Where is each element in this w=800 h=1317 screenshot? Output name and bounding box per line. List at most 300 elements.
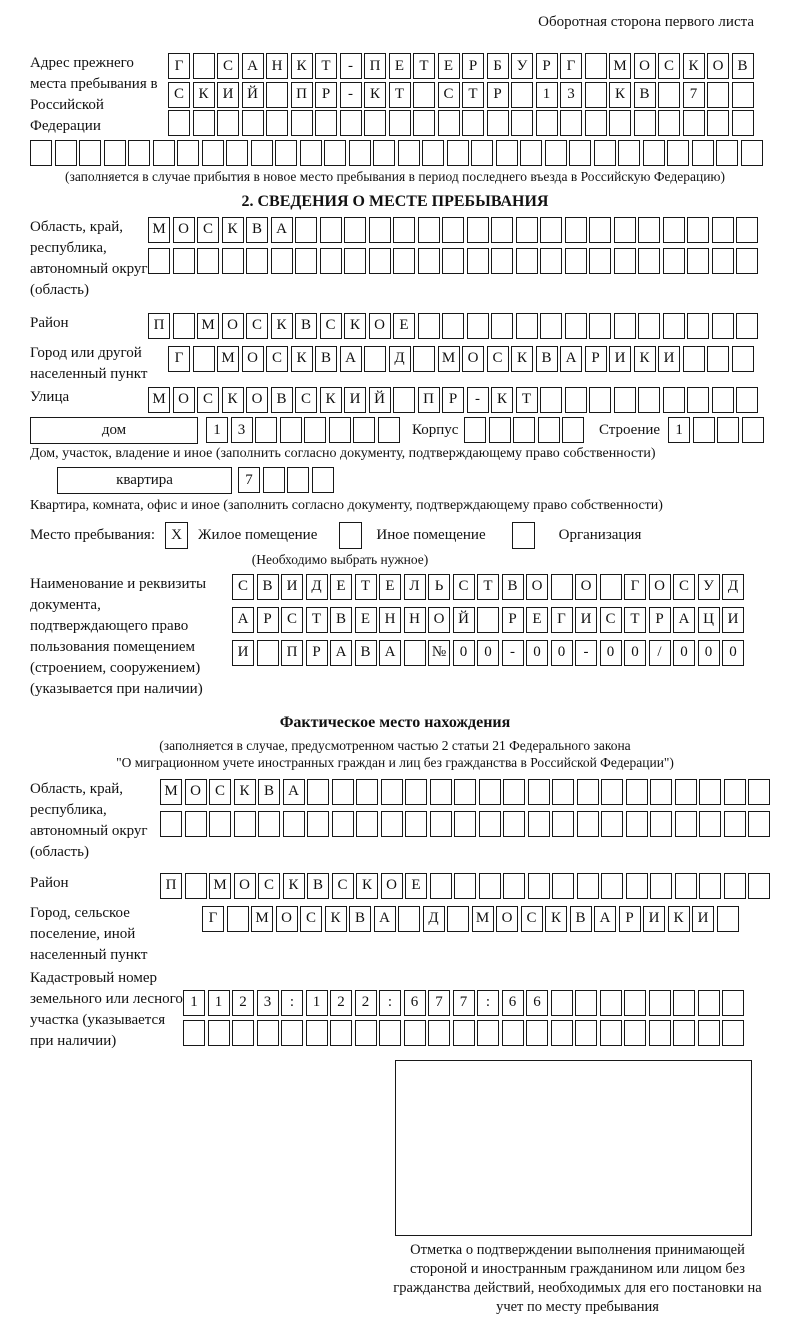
- char-cell: [344, 248, 366, 274]
- char-cell: [379, 1020, 401, 1046]
- char-cell: [491, 248, 513, 274]
- char-cell: [300, 140, 322, 166]
- char-cell: [626, 873, 648, 899]
- confirmation-mark-caption: Отметка о подтверждении выполнения принимающей стороной и иностранным гражданином или лицом без гражданства действий, необходимых для его постановки на учет по месту пребывания: [393, 1241, 762, 1315]
- char-cell: М: [438, 346, 460, 372]
- char-cell: [585, 82, 607, 108]
- char-cell: [295, 217, 317, 243]
- char-cell: В: [295, 313, 317, 339]
- char-cell: М: [609, 53, 631, 79]
- char-cell: О: [369, 313, 391, 339]
- house-cells: [206, 417, 402, 443]
- char-cell: 3: [231, 417, 253, 443]
- char-cell: Н: [266, 53, 288, 79]
- char-cell: [503, 873, 525, 899]
- char-cell: [355, 1020, 377, 1046]
- char-cell: [698, 1020, 720, 1046]
- house-row: [30, 417, 760, 444]
- char-cell: К: [325, 906, 347, 932]
- char-cell: [320, 217, 342, 243]
- actual-city-cells: [202, 906, 741, 932]
- district-label: Район: [30, 314, 69, 331]
- char-cell: [687, 248, 709, 274]
- char-cell: Е: [330, 574, 352, 600]
- char-cell: [462, 110, 484, 136]
- char-cell: И: [575, 607, 597, 633]
- char-cell: [609, 110, 631, 136]
- char-cell: А: [330, 640, 352, 666]
- char-cell: [624, 1020, 646, 1046]
- char-cell: Е: [389, 53, 411, 79]
- char-cell: К: [491, 387, 513, 413]
- char-cell: О: [246, 387, 268, 413]
- char-cell: [291, 110, 313, 136]
- char-cell: Е: [379, 574, 401, 600]
- house-note: Дом, участок, владение и иное (заполнить согласно документу, подтверждающему право собственности): [30, 445, 656, 461]
- char-cell: С: [600, 607, 622, 633]
- char-cell: П: [160, 873, 182, 899]
- char-cell: [712, 248, 734, 274]
- char-cell: [707, 82, 729, 108]
- char-cell: [393, 387, 415, 413]
- char-cell: [257, 640, 279, 666]
- char-cell: Т: [516, 387, 538, 413]
- char-cell: [698, 990, 720, 1016]
- char-cell: А: [374, 906, 396, 932]
- char-cell: [222, 248, 244, 274]
- char-cell: С: [168, 82, 190, 108]
- char-cell: [614, 387, 636, 413]
- char-cell: -: [575, 640, 597, 666]
- char-cell: [673, 1020, 695, 1046]
- char-cell: Р: [257, 607, 279, 633]
- char-cell: [540, 217, 562, 243]
- char-cell: [378, 417, 400, 443]
- char-cell: [430, 779, 452, 805]
- char-cell: 3: [257, 990, 279, 1016]
- char-cell: [699, 779, 721, 805]
- char-cell: [589, 248, 611, 274]
- char-cell: [442, 217, 464, 243]
- char-cell: [683, 346, 705, 372]
- char-cell: [722, 990, 744, 1016]
- prev-address-note: (заполняется в случае прибытия в новое место пребывания в период последнего въезда в Российскую Федерацию): [64, 168, 726, 184]
- char-cell: [373, 140, 395, 166]
- char-cell: [601, 779, 623, 805]
- char-cell: [332, 779, 354, 805]
- char-cell: К: [291, 53, 313, 79]
- char-cell: [464, 417, 486, 443]
- char-cell: [626, 779, 648, 805]
- char-cell: [650, 779, 672, 805]
- char-cell: [442, 313, 464, 339]
- char-cell: [724, 811, 746, 837]
- char-cell: О: [462, 346, 484, 372]
- char-cell: А: [594, 906, 616, 932]
- char-cell: М: [148, 387, 170, 413]
- char-cell: И: [643, 906, 665, 932]
- char-cell: В: [536, 346, 558, 372]
- char-cell: [560, 110, 582, 136]
- char-cell: №: [428, 640, 450, 666]
- char-cell: [577, 779, 599, 805]
- char-cell: /: [649, 640, 671, 666]
- char-cell: И: [722, 607, 744, 633]
- actual-city-label: Город, сельское поселение, иной населенный пункт: [30, 904, 148, 963]
- char-cell: [528, 811, 550, 837]
- char-cell: О: [428, 607, 450, 633]
- char-cell: [418, 248, 440, 274]
- char-cell: [732, 110, 754, 136]
- char-cell: В: [502, 574, 524, 600]
- char-cell: [226, 140, 248, 166]
- char-cell: Й: [453, 607, 475, 633]
- char-cell: Й: [369, 387, 391, 413]
- char-cell: О: [222, 313, 244, 339]
- char-cell: Г: [168, 53, 190, 79]
- char-cell: [614, 217, 636, 243]
- char-cell: -: [340, 53, 362, 79]
- char-cell: П: [418, 387, 440, 413]
- char-cell: О: [649, 574, 671, 600]
- actual-region-row-1: [160, 779, 773, 805]
- char-cell: В: [271, 387, 293, 413]
- char-cell: [732, 82, 754, 108]
- cadastral-block: [30, 968, 760, 1052]
- char-cell: Т: [315, 53, 337, 79]
- char-cell: 7: [453, 990, 475, 1016]
- char-cell: 1: [306, 990, 328, 1016]
- char-cell: [638, 387, 660, 413]
- char-cell: [724, 873, 746, 899]
- char-cell: Р: [487, 82, 509, 108]
- char-cell: [736, 248, 758, 274]
- char-cell: И: [344, 387, 366, 413]
- actual-region-label: Область, край, республика, автономный округ (область): [30, 780, 148, 860]
- char-cell: [209, 811, 231, 837]
- char-cell: А: [379, 640, 401, 666]
- char-cell: А: [283, 779, 305, 805]
- char-cell: И: [609, 346, 631, 372]
- char-cell: [447, 906, 469, 932]
- char-cell: [418, 217, 440, 243]
- char-cell: -: [340, 82, 362, 108]
- char-cell: О: [526, 574, 548, 600]
- char-cell: [467, 313, 489, 339]
- document-label: Наименование и реквизиты документа, подтверждающего право пользования помещением (строением, сооружением) (указывается при наличии): [30, 575, 207, 697]
- char-cell: [600, 990, 622, 1016]
- char-cell: О: [185, 779, 207, 805]
- char-cell: [447, 140, 469, 166]
- char-cell: [742, 417, 764, 443]
- header-note: Оборотная сторона первого листа: [538, 14, 754, 30]
- char-cell: О: [575, 574, 597, 600]
- char-cell: [430, 873, 452, 899]
- char-cell: [626, 811, 648, 837]
- actual-region-row-2: [160, 811, 773, 837]
- char-cell: [503, 811, 525, 837]
- char-cell: [153, 140, 175, 166]
- korpus-cells: [464, 417, 587, 443]
- char-cell: [193, 53, 215, 79]
- char-cell: С: [246, 313, 268, 339]
- char-cell: 0: [551, 640, 573, 666]
- char-cell: Г: [202, 906, 224, 932]
- char-cell: [699, 811, 721, 837]
- city-cells: [168, 346, 756, 372]
- char-cell: [736, 387, 758, 413]
- char-cell: [471, 140, 493, 166]
- char-cell: 0: [453, 640, 475, 666]
- char-cell: Т: [389, 82, 411, 108]
- char-cell: [717, 906, 739, 932]
- char-cell: [675, 779, 697, 805]
- prev-address-block: [30, 53, 760, 137]
- char-cell: Н: [404, 607, 426, 633]
- other-premises-checkbox: [339, 522, 362, 549]
- char-cell: В: [258, 779, 280, 805]
- char-cell: С: [266, 346, 288, 372]
- char-cell: [683, 110, 705, 136]
- char-cell: [304, 417, 326, 443]
- char-cell: [275, 140, 297, 166]
- char-cell: [589, 313, 611, 339]
- char-cell: К: [320, 387, 342, 413]
- char-cell: [600, 1020, 622, 1046]
- char-cell: [663, 387, 685, 413]
- char-cell: [197, 248, 219, 274]
- stay-type-note: (Необходимо выбрать нужное): [251, 551, 429, 567]
- char-cell: И: [658, 346, 680, 372]
- char-cell: О: [242, 346, 264, 372]
- char-cell: [442, 248, 464, 274]
- char-cell: [393, 248, 415, 274]
- char-cell: П: [148, 313, 170, 339]
- char-cell: [687, 387, 709, 413]
- char-cell: [667, 140, 689, 166]
- char-cell: П: [364, 53, 386, 79]
- char-cell: К: [291, 346, 313, 372]
- char-cell: [208, 1020, 230, 1046]
- char-cell: К: [283, 873, 305, 899]
- cadastral-rows: [183, 990, 747, 1046]
- char-cell: С: [217, 53, 239, 79]
- char-cell: [712, 313, 734, 339]
- char-cell: [699, 873, 721, 899]
- char-cell: Р: [502, 607, 524, 633]
- char-cell: [643, 140, 665, 166]
- char-cell: [575, 990, 597, 1016]
- char-cell: К: [634, 346, 656, 372]
- char-cell: [565, 313, 587, 339]
- char-cell: [551, 990, 573, 1016]
- char-cell: А: [340, 346, 362, 372]
- char-cell: [381, 811, 403, 837]
- char-cell: С: [438, 82, 460, 108]
- char-cell: [551, 574, 573, 600]
- prev-address-rows: [168, 53, 756, 136]
- char-cell: С: [658, 53, 680, 79]
- char-cell: [663, 313, 685, 339]
- char-cell: [148, 248, 170, 274]
- char-cell: [675, 873, 697, 899]
- char-cell: [173, 313, 195, 339]
- char-cell: [453, 1020, 475, 1046]
- street-label: Улица: [30, 388, 70, 405]
- char-cell: [585, 110, 607, 136]
- char-cell: О: [173, 217, 195, 243]
- char-cell: 7: [428, 990, 450, 1016]
- char-cell: В: [330, 607, 352, 633]
- char-cell: [479, 811, 501, 837]
- char-cell: [405, 811, 427, 837]
- char-cell: С: [487, 346, 509, 372]
- char-cell: [614, 313, 636, 339]
- char-cell: [193, 110, 215, 136]
- char-cell: О: [173, 387, 195, 413]
- char-cell: [736, 217, 758, 243]
- char-cell: [353, 417, 375, 443]
- region-row-2: [148, 248, 761, 274]
- char-cell: С: [197, 217, 219, 243]
- char-cell: [552, 873, 574, 899]
- char-cell: [618, 140, 640, 166]
- char-cell: 0: [477, 640, 499, 666]
- char-cell: К: [683, 53, 705, 79]
- char-cell: 7: [238, 467, 260, 493]
- char-cell: С: [232, 574, 254, 600]
- char-cell: [658, 110, 680, 136]
- char-cell: [693, 417, 715, 443]
- char-cell: [477, 607, 499, 633]
- organization-label: Организация: [558, 526, 642, 543]
- char-cell: [320, 248, 342, 274]
- char-cell: [404, 640, 426, 666]
- char-cell: [185, 811, 207, 837]
- char-cell: [516, 217, 538, 243]
- char-cell: [356, 811, 378, 837]
- char-cell: 0: [722, 640, 744, 666]
- char-cell: С: [300, 906, 322, 932]
- char-cell: [562, 417, 584, 443]
- char-cell: [552, 779, 574, 805]
- char-cell: 0: [698, 640, 720, 666]
- char-cell: К: [356, 873, 378, 899]
- char-cell: [736, 313, 758, 339]
- region-rows: [148, 217, 761, 274]
- char-cell: [428, 1020, 450, 1046]
- prev-address-label: Адрес прежнего места пребывания в Российской Федерации: [30, 55, 158, 134]
- char-cell: [748, 873, 770, 899]
- actual-district-label: Район: [30, 874, 69, 891]
- char-cell: [307, 779, 329, 805]
- house-labelbox: дом: [30, 417, 198, 444]
- char-cell: [650, 811, 672, 837]
- char-cell: Т: [355, 574, 377, 600]
- char-cell: [202, 140, 224, 166]
- char-cell: [332, 811, 354, 837]
- char-cell: У: [698, 574, 720, 600]
- char-cell: О: [634, 53, 656, 79]
- char-cell: [246, 248, 268, 274]
- char-cell: [364, 110, 386, 136]
- char-cell: [454, 811, 476, 837]
- char-cell: 0: [600, 640, 622, 666]
- char-cell: В: [246, 217, 268, 243]
- char-cell: Е: [526, 607, 548, 633]
- char-cell: [413, 110, 435, 136]
- char-cell: [234, 811, 256, 837]
- street-row: [30, 387, 760, 413]
- char-cell: [528, 873, 550, 899]
- char-cell: Д: [389, 346, 411, 372]
- char-cell: [528, 779, 550, 805]
- char-cell: И: [692, 906, 714, 932]
- char-cell: Ь: [428, 574, 450, 600]
- char-cell: [168, 110, 190, 136]
- char-cell: К: [234, 779, 256, 805]
- char-cell: [692, 140, 714, 166]
- char-cell: С: [453, 574, 475, 600]
- char-cell: -: [467, 387, 489, 413]
- char-cell: [257, 1020, 279, 1046]
- char-cell: А: [560, 346, 582, 372]
- char-cell: [716, 140, 738, 166]
- char-cell: В: [349, 906, 371, 932]
- char-cell: [340, 110, 362, 136]
- char-cell: Е: [438, 53, 460, 79]
- char-cell: :: [281, 990, 303, 1016]
- char-cell: [540, 248, 562, 274]
- prev-address-row-2: [168, 82, 756, 108]
- char-cell: Д: [423, 906, 445, 932]
- city-label: Город или другой населенный пункт: [30, 344, 148, 382]
- actual-city-row: [30, 903, 760, 966]
- char-cell: [418, 313, 440, 339]
- char-cell: Р: [619, 906, 641, 932]
- char-cell: К: [271, 313, 293, 339]
- char-cell: [575, 1020, 597, 1046]
- char-cell: [330, 1020, 352, 1046]
- char-cell: [496, 140, 518, 166]
- stroenie-label: Строение: [598, 421, 661, 438]
- char-cell: [329, 417, 351, 443]
- char-cell: 2: [355, 990, 377, 1016]
- char-cell: [280, 417, 302, 443]
- char-cell: [511, 110, 533, 136]
- char-cell: Л: [404, 574, 426, 600]
- char-cell: 2: [330, 990, 352, 1016]
- char-cell: 0: [624, 640, 646, 666]
- char-cell: [398, 906, 420, 932]
- char-cell: У: [511, 53, 533, 79]
- actual-location-note-1: (заполняется в случае, предусмотренном частью 2 статьи 21 Федерального закона: [159, 737, 631, 753]
- char-cell: Д: [306, 574, 328, 600]
- actual-region-rows: [160, 779, 773, 837]
- char-cell: Г: [624, 574, 646, 600]
- char-cell: Ц: [698, 607, 720, 633]
- char-cell: [491, 217, 513, 243]
- char-cell: [540, 387, 562, 413]
- char-cell: [281, 1020, 303, 1046]
- char-cell: [438, 110, 460, 136]
- document-block: [30, 574, 760, 700]
- char-cell: [489, 417, 511, 443]
- char-cell: [369, 217, 391, 243]
- char-cell: Г: [551, 607, 573, 633]
- char-cell: [707, 110, 729, 136]
- char-cell: [538, 417, 560, 443]
